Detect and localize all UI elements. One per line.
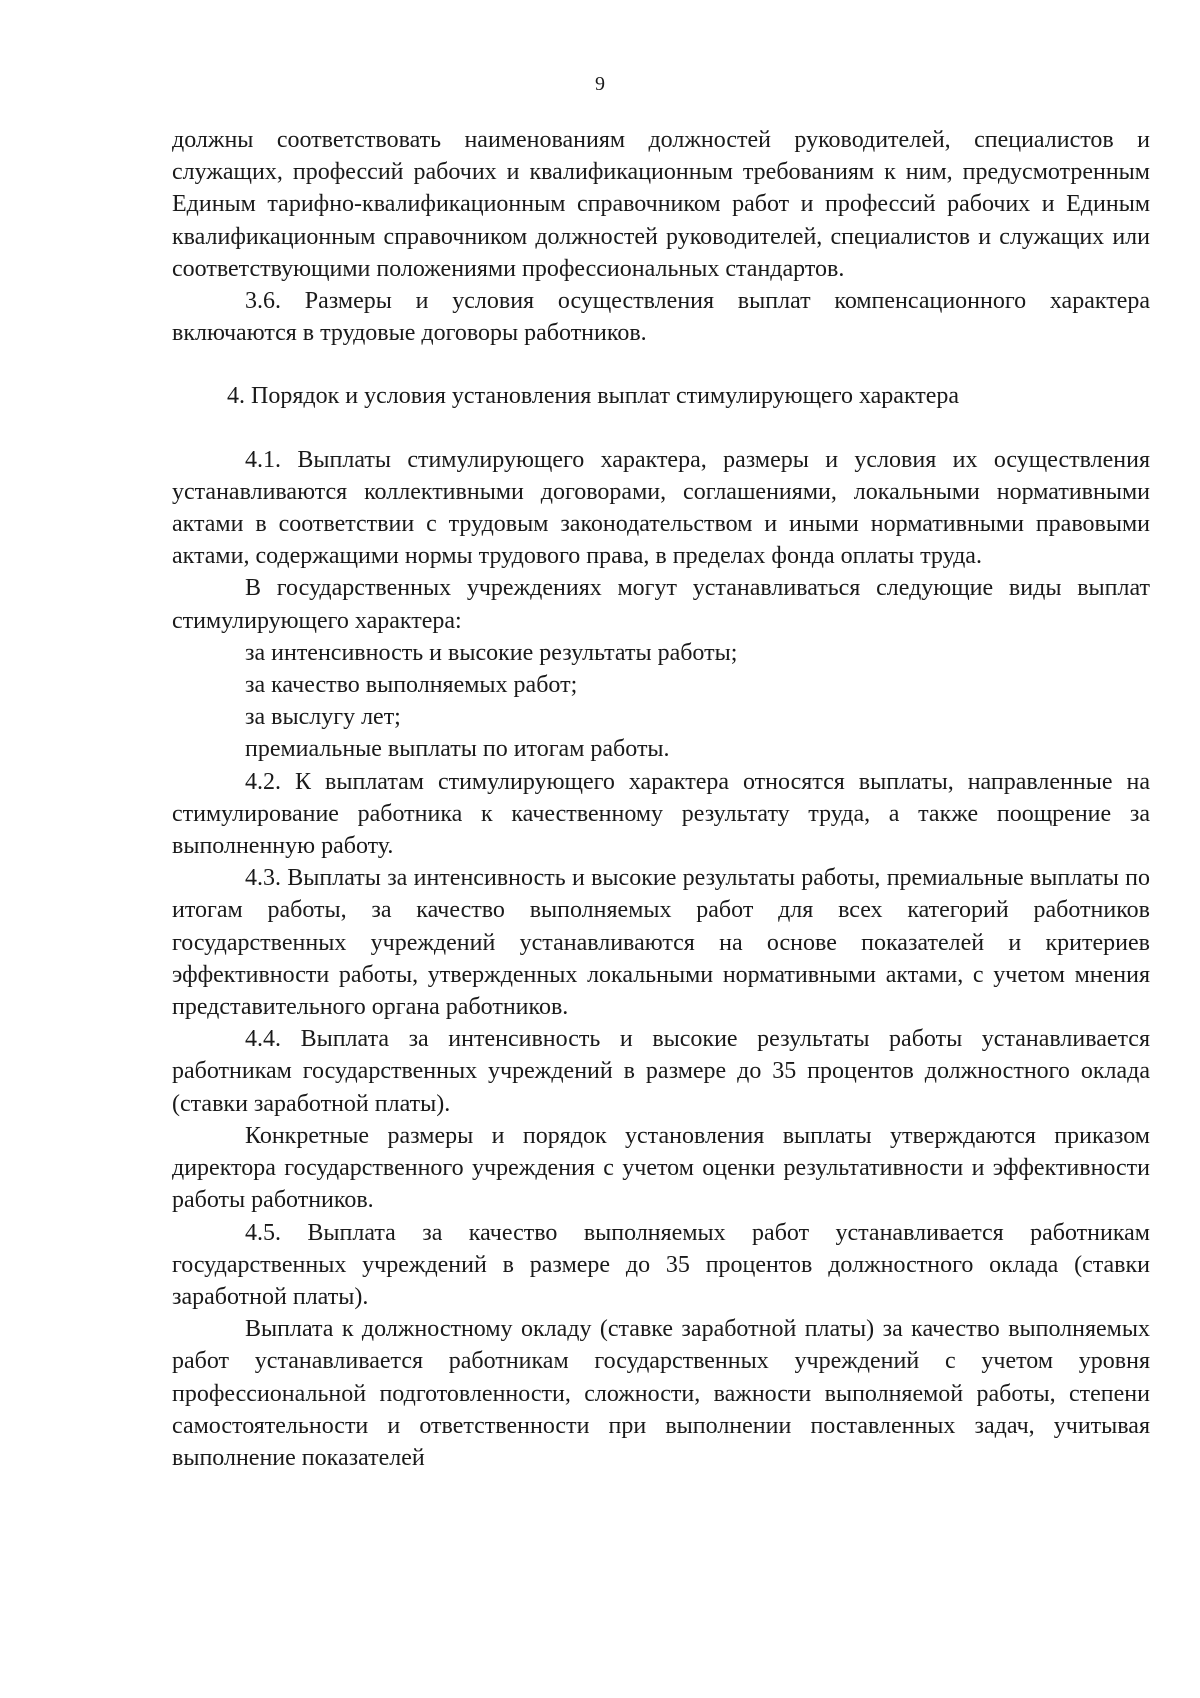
- paragraph-4-1: 4.1. Выплаты стимулирующего характера, размеры и условия их осуществления устанавливаются коллективными договорами, соглашениями, локальными нормативными актами в соответствии с трудовым законодательством и иными нормативными правовыми актами, содержащими нормы трудового права, в пределах фонда оплаты труда.: [172, 446, 1150, 570]
- paragraph-3-6: 3.6. Размеры и условия осуществления выплат компенсационного характера включаются в трудовые договоры работников.: [172, 288, 1150, 347]
- paragraph-4-5-details: Выплата к должностному окладу (ставке заработной платы) за качество выполняемых работ устанавливается работникам государственных учреждений с учетом уровня профессиональной подготовленности, сложности, важности выполняемой работы, степени самостоятельности и ответственности при выполнении поставленных задач, учитывая выполнение показателей: [172, 1316, 1150, 1471]
- paragraph-4-5: 4.5. Выплата за качество выполняемых работ устанавливается работникам государственных учреждений в размере до 35 процентов должностного оклада (ставки заработной платы).: [172, 1219, 1150, 1310]
- list-item: премиальные выплаты по итогам работы.: [245, 736, 670, 763]
- list-item: за интенсивность и высокие результаты работы;: [245, 639, 738, 666]
- section-heading: 4. Порядок и условия установления выплат стимулирующего характера: [227, 383, 960, 410]
- page-number: 9: [595, 73, 605, 95]
- paragraph-continuation: должны соответствовать наименованиям должностей руководителей, специалистов и служащих, профессий рабочих и квалификационным требованиям к ним, предусмотренным Единым тарифно-квалификационным справочником работ и профессий рабочих и Единым квалификационным справочником должностей руководителей, специалистов и служащих или соответствующими положениями профессиональных стандартов.: [172, 127, 1150, 282]
- paragraph-4-4-details: Конкретные размеры и порядок установления выплаты утверждаются приказом директора государственного учреждения с учетом оценки результативности и эффективности работы работников.: [172, 1122, 1150, 1214]
- list-item: за выслугу лет;: [245, 704, 401, 731]
- paragraph-4-4: 4.4. Выплата за интенсивность и высокие результаты работы устанавливается работникам государственных учреждений в размере до 35 процентов должностного оклада (ставки заработной платы).: [172, 1026, 1150, 1117]
- paragraph-kinds-intro: В государственных учреждениях могут устанавливаться следующие виды выплат стимулирующего характера:: [172, 575, 1150, 634]
- paragraph-4-2: 4.2. К выплатам стимулирующего характера относятся выплаты, направленные на стимулирование работника к качественному результату труда, а также поощрение за выполненную работу.: [172, 768, 1150, 860]
- list-item: за качество выполняемых работ;: [245, 672, 578, 699]
- document-body: [172, 124, 1150, 1474]
- paragraph-4-3: 4.3. Выплаты за интенсивность и высокие результаты работы, премиальные выплаты по итогам работы, за качество выполняемых работ для всех категорий работников государственных учреждений устанавливаются на основе показателей и критериев эффективности работы, утвержденных локальными нормативными актами, с учетом мнения представительного органа работников.: [172, 865, 1150, 1021]
